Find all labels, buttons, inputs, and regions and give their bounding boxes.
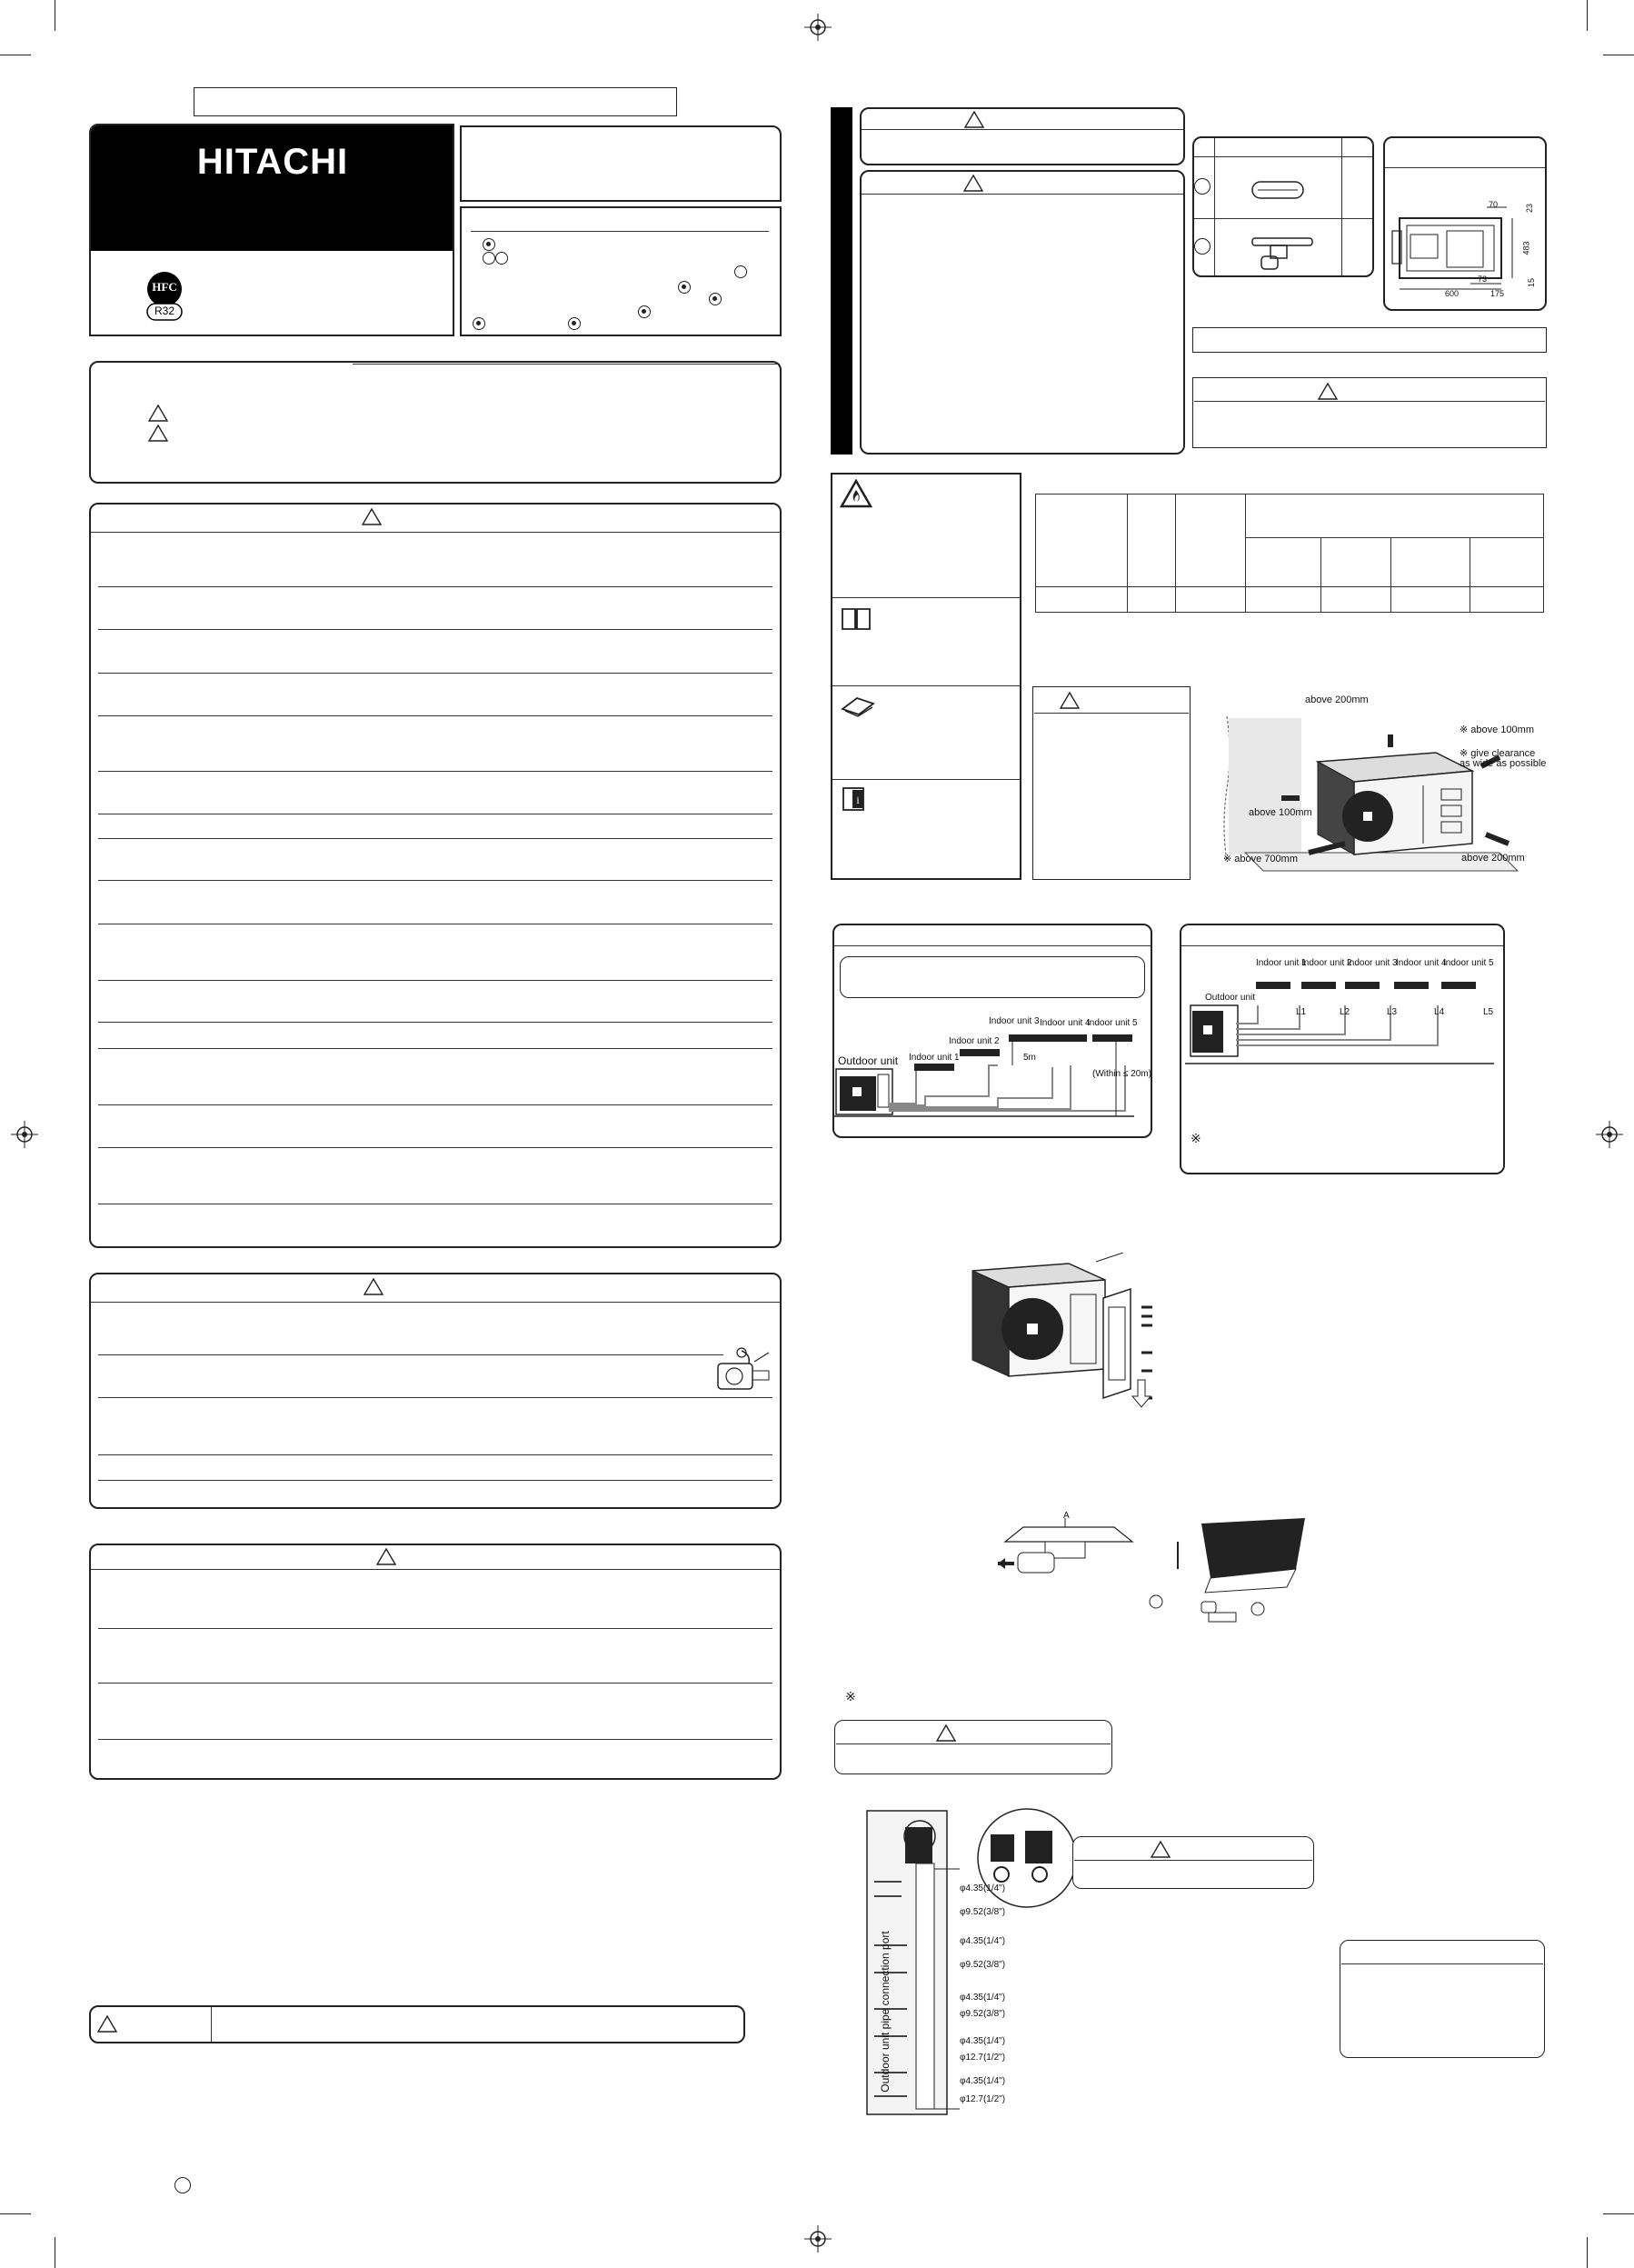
model-name-box [194,87,677,116]
clearance-wide-label: as wide as possible [1460,758,1547,769]
info-manual-icon [840,785,872,813]
item-divider [98,1454,772,1455]
brand-block [89,124,454,336]
gas-leak-illustration [714,1344,772,1396]
caution-box-tall [1032,686,1191,880]
caution-box-main [89,1544,782,1780]
pipe-port-caption: Outdoor unit pipe connection port [879,1931,892,2093]
port-size-6: φ9.52(3/8") [960,2009,1006,2019]
piping-right-indoor5-label: Indoor unit 5 [1443,958,1494,968]
caution-box-right-small [1192,377,1547,448]
safety-overview-title-rule [353,364,780,365]
dim-15: 15 [1527,277,1537,288]
piping-right-note-mark: ※ [1191,1131,1201,1145]
caution-title-rule [862,194,1183,195]
caution-triangle-icon [963,174,983,192]
warning-title-rule [91,1302,780,1303]
table-cell [1246,538,1321,587]
table-cell [1470,587,1544,613]
caution-strip [89,2005,745,2043]
ring-icon [495,252,508,265]
table-cell [1036,587,1128,613]
port-size-1: φ4.35(1/4") [960,1883,1006,1893]
piping-note-box [840,956,1145,998]
item-divider [98,1104,772,1105]
piping-left-indoor5-label: Indoor unit 5 [1087,1018,1138,1028]
caution-triangle-icon [148,424,168,442]
black-side-bar [831,107,852,455]
port-size-2: φ9.52(3/8") [960,1907,1006,1917]
pipe-port-small-circle [902,1818,938,1854]
table-cell [1321,538,1391,587]
port-size-9: φ4.35(1/4") [960,2076,1006,2086]
parts-row-divider [1194,218,1372,219]
caution-triangle-icon [936,1723,956,1742]
note-box-bottom-right [1340,1940,1545,2058]
registration-mark-left [11,1121,38,1148]
item-divider [98,586,772,587]
hitachi-logo: HITACHI [196,142,349,182]
piping-left-indoor4-label: Indoor unit 4 [1040,1018,1091,1028]
flammable-warning-icon [840,479,872,508]
clearance-left-label: above 100mm [1249,807,1312,818]
caution-triangle-icon [376,1547,396,1565]
piping-right-indoor1-label: Indoor unit 1 [1256,958,1307,968]
drain-elbow-icon [1250,233,1314,273]
piping-right-indoor4-label: Indoor unit 4 [1396,958,1447,968]
registration-mark-top [804,14,832,41]
notice-strip [1192,327,1547,353]
registration-mark-right [1596,1121,1623,1148]
symbols-divider [832,685,1020,686]
part-number-icon [1194,238,1211,255]
crop-mark [1587,0,1588,31]
symbols-divider [832,597,1020,598]
caution-title-rule [1034,713,1189,714]
bullet-icon [678,281,691,294]
dim-73: 73 [1478,275,1488,284]
piping-left-within-label: (Within ≤ 20m) [1092,1069,1151,1079]
table-cell [1128,587,1176,613]
piping-left-indoor1-label: Indoor unit 1 [909,1053,960,1063]
warning-box-second [89,1273,782,1509]
port-size-4: φ9.52(3/8") [960,1960,1006,1970]
parts-col-divider [1341,138,1342,275]
bullet-icon [638,305,651,318]
bullet-icon [473,317,485,330]
warning-title-rule [91,532,780,533]
piping-right-l2-label: L2 [1340,1007,1350,1017]
registration-mark-bottom [804,2225,832,2253]
item-divider [98,1048,772,1049]
table-cell [1128,495,1176,587]
table-cell [1391,587,1470,613]
piping-right-l4-label: L4 [1434,1007,1445,1017]
caution-triangle-icon [97,2014,117,2033]
item-divider [98,980,772,981]
clearance-front-label: ※ above 700mm [1223,854,1298,864]
dimensions-title-rule [1385,167,1545,168]
svg-text:i: i [856,794,860,806]
item-divider [98,1397,772,1398]
caution-strip-divider [211,2007,212,2042]
table-cell [1246,587,1321,613]
bullet-icon [483,238,495,251]
item-divider [98,1628,772,1629]
piping-right-l3-label: L3 [1387,1007,1398,1017]
clearance-bottom-label: above 200mm [1461,853,1525,864]
item-divider [98,673,772,674]
pipe-port-detail-circle [976,1807,1078,1909]
ring-icon [483,252,495,265]
piping-left-indoor3-label: Indoor unit 3 [989,1016,1040,1026]
manual-book-icon [840,605,872,633]
caution-title-rule [1194,401,1545,402]
caution-box-small [834,1720,1112,1774]
note-mark: ※ [845,1689,856,1703]
table-cell [1036,495,1128,587]
parts-row-divider [1194,156,1372,157]
dim-70: 70 [1489,200,1499,209]
parts-col-divider [1214,138,1215,275]
port-size-5: φ4.35(1/4") [960,1993,1006,2003]
ring-icon [734,265,747,278]
port-size-10: φ12.7(1/2") [960,2094,1006,2104]
table-cell [1176,587,1246,613]
caution-triangle-icon [1151,1840,1171,1858]
item-divider [98,715,772,716]
outdoor-unit-plan-drawing [1389,198,1525,300]
bullet-icon [709,293,722,305]
crop-mark [1587,2237,1588,2268]
dim-483: 483 [1521,241,1531,255]
symbols-box [831,473,1021,880]
spec-table [1035,494,1544,613]
clearance-top-label: above 200mm [1305,694,1369,705]
item-divider [98,1683,772,1684]
table-cell [1391,538,1470,587]
table-cell [1470,538,1544,587]
warning-box-right-top [860,107,1185,165]
copyright-circle-icon [174,2177,191,2193]
dim-175: 175 [1490,289,1505,298]
warning-triangle-icon [362,507,382,525]
symbols-divider [832,779,1020,780]
contents-rule [471,231,769,232]
caution-triangle-icon [1318,382,1338,400]
port-size-8: φ12.7(1/2") [960,2053,1006,2063]
caution-title-rule [1074,1860,1312,1861]
service-cover-removal-illustration [969,1253,1196,1416]
item-divider [98,771,772,772]
drain-label-a: A [1063,1511,1070,1521]
piping-title-rule [1181,945,1503,946]
warning-box-main [89,503,782,1248]
item-divider [98,880,772,881]
caution-title-rule [836,1743,1111,1744]
piping-right-indoor3-label: Indoor unit 3 [1347,958,1398,968]
piping-left-indoor2-label: Indoor unit 2 [949,1036,1000,1046]
table-cell [1176,495,1246,587]
read-manual-icon [840,693,876,718]
item-divider [98,629,772,630]
warning-triangle-icon [364,1277,384,1295]
caution-box-port [1072,1836,1314,1889]
caution-triangle-icon [1060,691,1080,709]
safety-overview-box [89,361,782,484]
contents-box [460,206,782,336]
piping-left-height-label: 5m [1023,1053,1036,1063]
warning-triangle-icon [964,110,984,128]
table-cell [1321,587,1391,613]
piping-right-l5-label: L5 [1483,1007,1494,1017]
item-divider [98,1354,723,1355]
piping-right-outdoor-label: Outdoor unit [1205,993,1256,1003]
clearance-give-label: ※ give clearance [1460,748,1536,759]
title-box [460,125,782,202]
piping-right-indoor2-label: Indoor unit 2 [1301,958,1352,968]
part-number-icon [1194,178,1211,195]
item-divider [98,1739,772,1740]
dim-600: 600 [1445,289,1460,298]
dim-23: 23 [1525,203,1535,214]
warning-triangle-icon [148,404,168,422]
refrigerant-label: R32 [154,305,174,317]
crop-mark [0,2213,31,2214]
piping-right-l1-label: L1 [1296,1007,1307,1017]
hfc-badge-text: HFC [152,280,177,294]
drain-elbow-installation-illustration [996,1514,1314,1633]
item-divider [98,1480,772,1481]
item-divider [98,838,772,839]
item-divider [98,1022,772,1023]
port-size-7: φ4.35(1/4") [960,2036,1006,2046]
warning-title-rule [862,129,1183,130]
piping-title-rule [834,945,1151,946]
item-divider [98,1147,772,1148]
crop-mark [1603,2213,1634,2214]
note-title-rule [1341,1963,1543,1964]
piping-length-diagram [1185,969,1501,1078]
clearance-right-label: ※ above 100mm [1460,724,1534,735]
port-size-3: φ4.35(1/4") [960,1936,1006,1946]
table-cell [1246,495,1544,538]
drain-cap-icon [1250,178,1305,204]
piping-left-outdoor-label: Outdoor unit [838,1054,899,1067]
caution-box-right [860,170,1185,455]
bullet-icon [568,317,581,330]
caution-title-rule [91,1569,780,1570]
